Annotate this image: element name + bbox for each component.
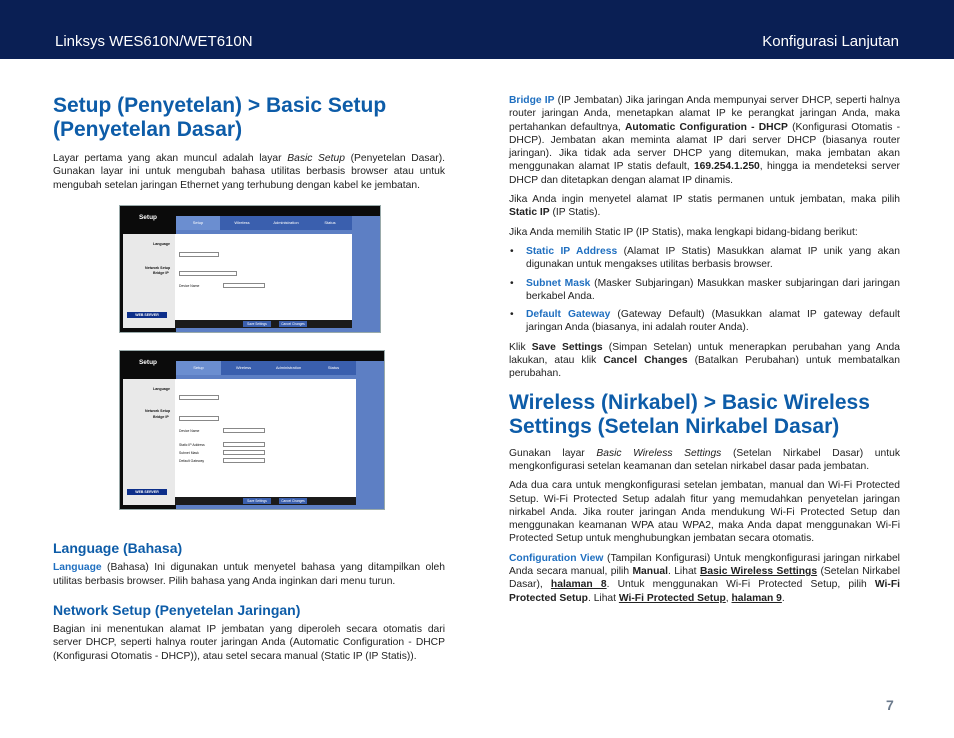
- link-basic-wireless-settings[interactable]: Basic Wireless Settings: [699, 566, 818, 578]
- tab-wireless[interactable]: Wireless: [235, 365, 252, 370]
- wps-paragraph: Ada dua cara untuk mengkonfigurasi setelan jembatan, manual dan Wi-Fi Protected Setup. Wi-Fi Protected Setup adalah fitur yang memudahkan penyetelan jaringan nirkabel Anda. Jika router jaringan Anda mendukung Wi-Fi Protected Setup dan menggunakan keamanan WPA atau WPA2, maka Anda dapat menggunakan Wi-Fi Protected Setup untuk menghubungkan jembatan secara otomatis.: [509, 480, 900, 545]
- save-cancel-paragraph: Klik Save Settings (Simpan Setelan) untuk menerapkan perubahan yang Anda lakukan, atau klik Cancel Changes (Batalkan Perubahan) untuk membatalkan perubahan.: [509, 341, 900, 380]
- language-select[interactable]: [179, 395, 219, 400]
- language-select[interactable]: [179, 252, 219, 257]
- right-column: [509, 94, 900, 611]
- bridge-ip-paragraph: Bridge IP (IP Jembatan) Jika jaringan Anda mempunyai server DHCP, seperti halnya router jaringan Anda, menetapkan alamat IP ke perangkat jaringan Anda, maka pertahankan defaultnya, Automatic Configuration - DHCP (Konfigurasi Otomatis - DHCP). Jembatan akan meminta alamat IP dari server DHCP (biasanya router jaringan). Jika tidak ada server DHCP yang ditemukan, maka jembatan akan menggunakan alamat IP statis default, 169.254.1.250, hingga ia mendeteksi server DHCP dan ditetapkan dengan alamat IP dinamis.: [509, 95, 901, 186]
- save-settings-button[interactable]: Save Settings: [243, 321, 271, 327]
- link-wifi-protected-setup[interactable]: Wi-Fi Protected Setup: [618, 592, 726, 604]
- tab-status[interactable]: Status: [324, 220, 336, 225]
- tab-administration[interactable]: Administration: [273, 220, 299, 225]
- list-item: • Static IP Address (Alamat IP Statis) Masukkan alamat IP unik yang akan digunakan untuk mengakses utilitas berbasis browser.: [509, 245, 900, 272]
- wireless-intro-paragraph: Gunakan layar Basic Wireless Settings (Setelan Nirkabel Dasar) untuk mengkonfigurasi setelan keamanan dan setelan nirkabel dasar pada jembatan.: [509, 447, 900, 472]
- cancel-changes-button[interactable]: Cancel Changes: [279, 321, 307, 327]
- cancel-changes-button[interactable]: Cancel Changes: [279, 498, 307, 504]
- network-setup-paragraph: Bagian ini menentukan alamat IP jembatan yang diperoleh secara otomatis dari server DHCP, seperti halnya router jaringan Anda (Automatic Configuration - DHCP (Konfigurasi Otomatis - DHCP)), atau setel secara manual (Static IP (IP Statis)).: [53, 624, 445, 662]
- tab-setup[interactable]: Setup: [176, 216, 220, 230]
- section-heading-wireless: Wireless (Nirkabel) > Basic Wireless Settings (Setelan Nirkabel Dasar): [509, 390, 870, 438]
- bridge-ip-select[interactable]: [179, 271, 237, 276]
- section-name: Konfigurasi Lanjutan: [762, 33, 899, 50]
- tab-setup[interactable]: Setup: [176, 361, 221, 375]
- subnet-mask-field[interactable]: [223, 450, 265, 455]
- static-ip-field[interactable]: [223, 442, 265, 447]
- tab-status[interactable]: Status: [327, 365, 340, 370]
- save-settings-button[interactable]: Save Settings: [243, 498, 271, 504]
- configuration-view-paragraph: Configuration View (Tampilan Konfigurasi) Untuk mengkonfigurasi jaringan nirkabel Anda secara manual, pilih Manual. Lihat Basic Wireless Settings (Setelan Nirkabel Dasar), halaman 8. Untuk menggunakan Wi-Fi Protected Setup, pilih Wi-Fi Protected Setup. Lihat Wi-Fi Protected Setup, halaman 9.: [509, 552, 900, 604]
- link-page-9[interactable]: halaman 9: [731, 592, 782, 604]
- page-header: [0, 0, 954, 59]
- static-ip-paragraph: Jika Anda ingin menyetel alamat IP statis permanen untuk jembatan, maka pilih Static IP (IP Statis).: [509, 194, 900, 219]
- section-heading-setup: Setup (Penyetelan) > Basic Setup (Penyetelan Dasar): [53, 94, 387, 141]
- subheading-language: Language (Bahasa): [53, 540, 183, 556]
- product-name: Linksys WES610N/WET610N: [55, 33, 253, 50]
- intro-paragraph: Layar pertama yang akan muncul adalah layar Basic Setup (Penyetelan Dasar). Gunakan layar ini untuk mengubah bahasa utilitas berbasis browser atau untuk mengubah setelan jaringan Ethernet yang terhubung dengan kabel ke jembatan.: [53, 153, 445, 191]
- page-number: 7: [886, 697, 894, 713]
- device-name-field[interactable]: [223, 428, 265, 433]
- fields-intro-paragraph: Jika Anda memilih Static IP (IP Statis), maka lengkapi bidang-bidang berikut:: [509, 226, 858, 238]
- subheading-network-setup: Network Setup (Penyetelan Jaringan): [53, 601, 301, 618]
- tab-administration[interactable]: Administration: [275, 365, 302, 370]
- left-lower-column: [53, 542, 445, 669]
- screenshot-basic-setup-dhcp: Setup Setup Wireless Administration Status Language Network Setup Bridge IP WEB SERVER Device Name Save Settings Cancel Changes: [119, 205, 381, 333]
- list-item: • Default Gateway (Gateway Default) (Masukkan alamat IP gateway default jaringan Anda (biasanya, ini adalah router Anda).: [509, 308, 900, 335]
- link-page-8[interactable]: halaman 8: [550, 579, 607, 591]
- tab-wireless[interactable]: Wireless: [234, 220, 250, 225]
- list-item: • Subnet Mask (Masker Subjaringan) Masukkan masker subjaringan dari jaringan berkabel Anda.: [509, 277, 900, 304]
- left-column: [53, 94, 445, 198]
- language-paragraph: Language (Bahasa) Ini digunakan untuk menyetel bahasa yang ditampilkan oleh utilitas berbasis browser. Pilih bahasa yang Anda inginkan dari menu turun.: [53, 562, 445, 587]
- screenshot-basic-setup-static: Setup Setup Wireless Administration Status Language Network Setup Bridge IP WEB SERVER Device Name Static IP Address Subnet Mask Default Gateway Save Settings Cancel Changes: [119, 350, 385, 510]
- device-name-field[interactable]: [223, 283, 265, 288]
- bridge-ip-select[interactable]: [179, 416, 219, 421]
- static-ip-fields-list: [509, 245, 900, 335]
- default-gateway-field[interactable]: [223, 458, 265, 463]
